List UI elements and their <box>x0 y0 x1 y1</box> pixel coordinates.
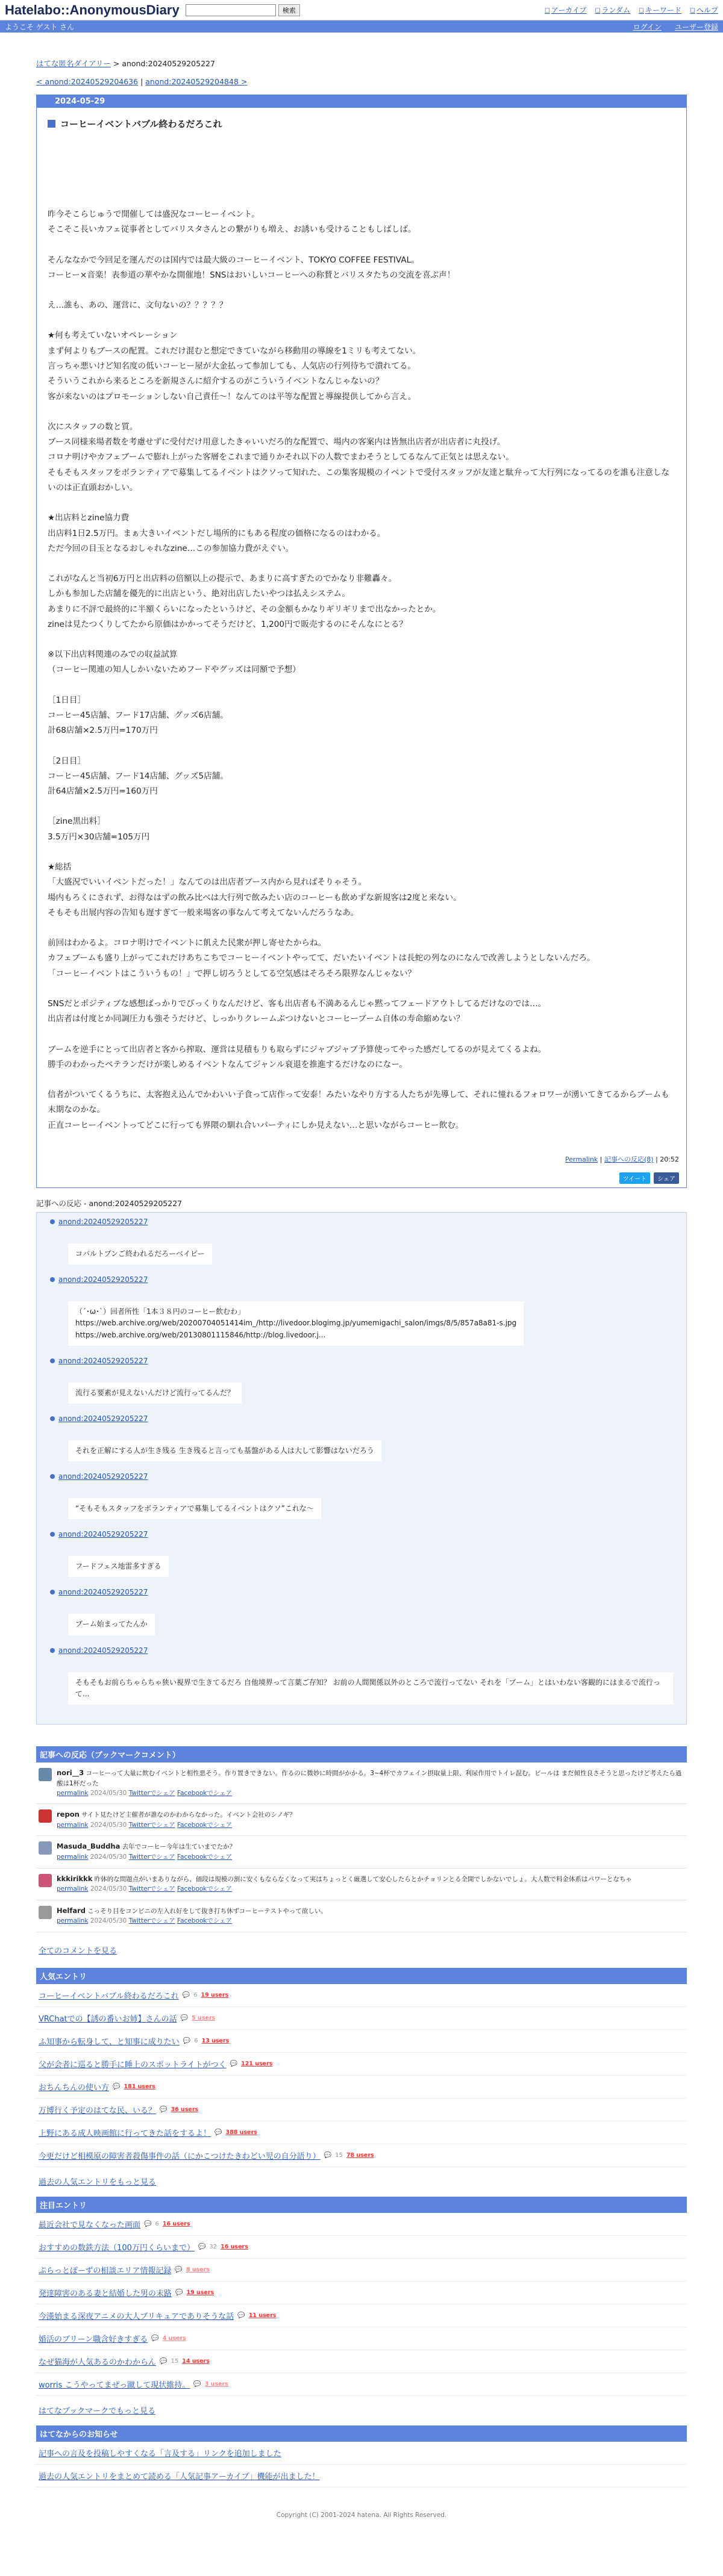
entry-time: 20:52 <box>660 1155 679 1163</box>
popular-entries <box>36 1984 687 2167</box>
avatar[interactable] <box>39 1841 52 1855</box>
entry-paragraph: そんななかで今回足を運んだのは国内では最大級のコーヒーイベント、TOKYO COFFEE FESTIVAL。 コーヒー×音楽！表参道の華やかな開催地！SNSはおいしいコーヒーへの称賛とバリスタたちの交流を喜ぶ声！ <box>48 255 455 280</box>
entry-list-item[interactable] <box>36 2282 687 2304</box>
comment-bubble-icon: 💬 <box>175 2289 183 2296</box>
reaction-anchor <box>50 1218 673 1226</box>
entry-paragraph: ★出店料とzine協力費 出店料1日2.5万円。まぁ大きいイベントだし場所的にもある程度の価格になるのはわかる。 ただ今回の目玉となるおしゃれなzine…この参加協力費がえぐい。 <box>48 513 386 553</box>
bookmark-users-count[interactable]: 5 users <box>192 2014 216 2021</box>
bookmark-date: 2024/05/30 <box>90 1885 127 1893</box>
breadcrumb-separator: > <box>110 59 122 68</box>
entry-link[interactable]: ぷらっとぽーずの相談エリア情報記録 <box>39 2266 172 2276</box>
entry-paragraph: ★総括 「大盛況でいいイベントだった！」なんてのは出店者ブース内から見ればそりゃそう。 場内もろくにされず、お得なはずの飲み比べは大行列で飲みたい店のコーヒーも飲めずな新規客は2度と来ない。 そもそも出展内容の告知も遅すぎて一般来場客の事なんて考えてないんだろうなあ。 <box>48 862 462 918</box>
entry-title[interactable] <box>37 108 686 140</box>
notable-heading: 注目エントリ <box>36 2197 687 2213</box>
bookmark-date: 2024/05/30 <box>90 1853 127 1861</box>
bookmark-comment-text: こっそり目をコンビニの左入れ好をして抜き打ち休ずコーヒーテストやって欲しい。 <box>87 1907 327 1915</box>
entry-paragraph: 信者がついてくるうちに、太客抱え込んでかわいい子食って店作って安泰！みたいなやり方する人たちが先導して、それに憧れるフォロワーが湧いてきてるからブームも末期なのかな。 正直コーヒーイベントってどこに行っても界隈の馴れ合いパーティにしか見えない…と思いながらコーヒー飲む。 <box>48 1090 669 1130</box>
reaction-anchor-link[interactable]: anond:20240529205227 <box>58 1646 148 1655</box>
all-comments-link-wrap <box>36 1932 687 1956</box>
reaction-text: ブーム始まってたんか <box>68 1614 155 1635</box>
entry-list-item[interactable] <box>36 2030 687 2053</box>
reaction-item <box>50 1414 673 1461</box>
reaction-anchor <box>50 1275 673 1284</box>
nav-archive-link[interactable]: ☐ アーカイブ <box>545 5 587 15</box>
comment-bubble-icon: 💬 <box>160 2106 167 2113</box>
reaction-item <box>50 1530 673 1577</box>
comment-count: 6 <box>193 1991 198 1999</box>
top-nav <box>545 5 718 15</box>
breadcrumb <box>36 33 687 77</box>
entry-title-text[interactable]: コーヒーイベントバブル終わるだろこれ <box>60 119 222 129</box>
comment-count: 6 <box>155 2220 159 2227</box>
entry-paragraph: 次にスタッフの数と質。 ブース同様来場者数を考慮せずに受付だけ用意したきゃいいだろ的な配置で、場内の客案内は皆無出店者が出店者に丸投げ。 コロナ明けやカフェブームで膨れ上がった客層をこれまで通りかそれ以下の人数でまわそうとしてるなんて正気とは思えない。 そもそもスタッフをボランティアで募集してるイベントはクソって知れた、この集客規模のイベントで受付スタッフが友達と駄弁って大行列になってるのを誰も注意しないのは正直頭おかしい。 <box>48 422 670 493</box>
bookmark-users-count[interactable]: 14 users <box>182 2357 210 2365</box>
main-content <box>0 33 723 2531</box>
bookmark-comment-text: コーヒーって大量に飲むイベントと相性悪そう。作り置きできない。作るのに微妙に時間がかかる。3~4杯でカフェイン摂取量上限、利尿作用でトイレ混む。ビールは まだ傾性良さそうと思ったけど考えたら過酸は1杯だった <box>57 1770 682 1787</box>
facebook-share-link[interactable]: Facebookでシェア <box>177 1790 233 1797</box>
bookmark-comment-text: 去年でコーヒー今年は生ていまでたか？ <box>122 1843 236 1851</box>
entry-link[interactable]: VRChatでの【誘の番いお姉】さんの話 <box>39 2014 177 2024</box>
entry-list-item[interactable] <box>36 2236 687 2259</box>
bookmark-comment <box>36 1868 687 1900</box>
news-link[interactable]: 過去の人気エントリをまとめて読める「人気記事アーカイブ」機能が出ました！ <box>39 2472 320 2481</box>
comment-bubble-icon: 💬 <box>183 2037 191 2044</box>
twitter-share-link[interactable]: Twitterでシェア <box>128 1853 175 1861</box>
entry-link[interactable]: ふ知事から転身して、と知事に成りたい <box>39 2037 180 2047</box>
comment-count: 15 <box>171 2357 179 2365</box>
entry-list-item[interactable] <box>36 2007 687 2030</box>
next-entry-link[interactable]: anond:20240529204848 > <box>145 77 248 86</box>
copyright: Copyright (C) 2001-2024 hatena. All Rights Reserved. <box>276 2511 447 2519</box>
comment-count: 32 <box>209 2243 218 2250</box>
entry-link[interactable]: コーヒーイベントバブル終わるだろこれ <box>39 1991 179 2001</box>
search-input[interactable] <box>186 4 276 16</box>
reaction-anchor-link[interactable]: anond:20240529205227 <box>58 1530 148 1539</box>
reaction-text: フードフェス地雷多すぎる <box>68 1556 169 1577</box>
entry-link[interactable]: worris こうやってまぜっ蹴して現状維持。 <box>39 2380 190 2390</box>
comment-bubble-icon: 💬 <box>160 2357 167 2365</box>
entry-paragraph: え…誰も、あの、運営に、文句ないの？？？？？ <box>48 300 228 311</box>
entry-list-item[interactable] <box>36 2098 687 2121</box>
search-button[interactable]: 検索 <box>278 4 300 16</box>
reaction-item <box>50 1218 673 1265</box>
entry-link[interactable]: おすすめの数鉄方法（100万円くらいまで） <box>39 2243 195 2253</box>
bookmark-comment <box>36 1804 687 1836</box>
bookmark-user[interactable]: Masuda_Buddha <box>57 1842 120 1851</box>
reaction-anchor <box>50 1414 673 1423</box>
permalink-link[interactable]: Permalink <box>565 1155 598 1163</box>
reaction-anchor-link[interactable]: anond:20240529205227 <box>58 1414 148 1423</box>
entry-pager <box>36 77 687 95</box>
comment-count: 15 <box>335 2151 343 2159</box>
comment-bubble-icon: 💬 <box>113 2083 120 2090</box>
bookmark-user[interactable]: repon <box>57 1810 80 1819</box>
user-bar <box>0 20 723 33</box>
reaction-anchor-link[interactable]: anond:20240529205227 <box>58 1472 148 1481</box>
site-logo[interactable]: Hatelabo::AnonymousDiary <box>5 2 180 17</box>
bookmark-user[interactable]: nori__3 <box>57 1769 84 1777</box>
bookmark-text <box>57 1906 327 1926</box>
avatar[interactable] <box>39 1906 52 1919</box>
entry-list-item[interactable] <box>36 2350 687 2373</box>
comment-bubble-icon: 💬 <box>193 2380 201 2388</box>
news-item[interactable] <box>36 2442 687 2465</box>
bookmark-users-count[interactable]: 19 users <box>186 2289 214 2296</box>
reaction-anchor-link[interactable]: anond:20240529205227 <box>58 1588 148 1597</box>
twitter-share-link[interactable]: Twitterでシェア <box>128 1885 175 1893</box>
bookmark-users-count[interactable]: 16 users <box>162 2220 190 2227</box>
nav-keyword-link[interactable]: ☐ キーワード <box>639 5 681 15</box>
entry-list-item[interactable] <box>36 2121 687 2144</box>
facebook-share-link[interactable]: Facebookでシェア <box>177 1885 233 1893</box>
bookmark-users-count[interactable]: 181 users <box>124 2083 155 2090</box>
bookmark-comment <box>36 1762 687 1804</box>
notable-more-wrap <box>36 2396 687 2419</box>
entry-list-item[interactable] <box>36 2076 687 2098</box>
share-buttons <box>37 1172 686 1187</box>
bookmark-users-count[interactable]: 121 users <box>241 2060 273 2067</box>
entry-list-item[interactable] <box>36 2053 687 2076</box>
bookmark-comment <box>36 1836 687 1868</box>
reactions-title: 記事への反応 - anond:20240529205227 <box>36 1198 183 1208</box>
entry-list-item[interactable] <box>36 2259 687 2282</box>
entry-list-item[interactable] <box>36 2373 687 2396</box>
reactions-list <box>36 1212 687 1725</box>
facebook-share-link[interactable]: Facebookでシェア <box>177 1917 233 1925</box>
reaction-anchor-link[interactable]: anond:20240529205227 <box>58 1356 148 1365</box>
entry-paragraph: ★何も考えていないオペレーション まず何よりもブースの配置。これだけ混むと想定できていながら移動用の導線を1ミリも考えてない。 言っちゃ悪いけど知名度の低いコーヒー屋が大金払って参加しても、人気店の行列待ちで潰れてる。 そういうこれから来るところを新規さんに紹介するのがこういうイベントなんじゃないの？ 客が来ないのはプロモーションしない自己責任〜！なんてのは平等な配置と導線提供してから言え。 <box>48 331 421 402</box>
reaction-text: コバルトブンご終われるだろーベイビー <box>68 1243 212 1265</box>
title-square-icon <box>48 120 55 128</box>
top-bar <box>0 0 723 20</box>
bookmark-permalink[interactable]: permalink <box>57 1853 89 1861</box>
avatar[interactable] <box>39 1874 52 1887</box>
facebook-share-link[interactable]: Facebookでシェア <box>177 1853 233 1861</box>
login-link[interactable]: ログイン <box>633 22 662 31</box>
reaction-anchor <box>50 1472 673 1481</box>
breadcrumb-home-link[interactable]: はてな匿名ダイアリー <box>36 59 111 68</box>
notable-more-link[interactable]: はてなブックマークでもっと見る <box>39 2406 156 2416</box>
comment-bubble-icon: 💬 <box>198 2243 206 2250</box>
reaction-anchor <box>50 1530 673 1538</box>
bookmark-text <box>57 1809 296 1830</box>
bookmark-date: 2024/05/30 <box>90 1790 127 1797</box>
news-heading: はてなからのお知らせ <box>36 2425 687 2442</box>
avatar[interactable] <box>39 1768 52 1781</box>
bookmark-date: 2024/05/30 <box>90 1917 127 1925</box>
comment-bubble-icon: 💬 <box>230 2060 238 2067</box>
entry-link[interactable]: 今更だけど相模原の障害者殺傷事件の話（にかこつけたきわどい児の自分語り） <box>39 2151 321 2161</box>
entry-link[interactable]: なぜ猫海が人気あるのかわからん <box>39 2357 157 2367</box>
greeting-text: ようこそ ゲスト さん <box>5 22 75 31</box>
popular-more-link[interactable]: 過去の人気エントリをもっと見る <box>39 2177 157 2187</box>
bookmark-text <box>57 1874 632 1894</box>
entry-link[interactable]: 上野にある成人映画館に行ってきた話をするよ！ <box>39 2129 211 2138</box>
entry-link[interactable]: 発達障害のある妻と結婚した男の末路 <box>39 2289 172 2298</box>
entry-list-item[interactable] <box>36 1984 687 2007</box>
notable-entries <box>36 2213 687 2396</box>
entry-list-item[interactable] <box>36 2144 687 2167</box>
entry-paragraph: ブームを逆手にとって出店者と客から搾取、運営は見積もりも取らずにジャブジャブ予算使ってやった感だしてるのが見えてくるよね。 勝手のわかったベテランだけが楽しめるイベントなんてジャンル衰退を推進するだけなのになー。 <box>48 1044 546 1069</box>
bookmarks-heading: 記事への反応（ブックマークコメント） <box>36 1746 687 1762</box>
comment-count: 6 <box>194 2037 198 2044</box>
reaction-text: “そもそもスタッフをボランティアで募集してるイベントはクソ”これな〜 <box>68 1498 321 1519</box>
entry-link[interactable]: 父が会者に巡ると勝手に睡上のスポットライトがつく <box>39 2060 227 2070</box>
diary-entry <box>36 95 687 1188</box>
twitter-share-link[interactable]: Twitterでシェア <box>128 1917 175 1925</box>
entry-paragraph: ［1日目］ コーヒー45店舗、フード17店舗、グッズ6店舗。 計68店舗×2.5万円=170万円 <box>48 695 228 736</box>
entry-list-item[interactable] <box>36 2304 687 2327</box>
bookmark-users-count[interactable]: 36 users <box>171 2106 199 2113</box>
bookmark-users-count[interactable]: 8 users <box>186 2266 210 2273</box>
twitter-share-link[interactable]: Twitterでシェア <box>128 1822 175 1829</box>
entry-link[interactable]: 最近会社で見なくなった画面 <box>39 2220 141 2230</box>
avatar[interactable] <box>39 1809 52 1823</box>
reaction-anchor-link[interactable]: anond:20240529205227 <box>58 1275 148 1284</box>
bookmark-users-count[interactable]: 11 users <box>248 2312 277 2319</box>
nav-random-link[interactable]: ☐ ランダム <box>595 5 631 15</box>
reaction-item <box>50 1472 673 1519</box>
comment-bubble-icon: 💬 <box>144 2220 152 2227</box>
register-link[interactable]: ユーザー登録 <box>674 22 718 31</box>
bookmark-users-count[interactable]: 13 users <box>201 2037 230 2044</box>
entry-paragraph: 昨今そこらじゅうで開催しては盛況なコーヒーイベント。 そこそこ長いカフェ従事者としてバリスタさんとの繋がりも増え、お誘いも受けることもしばしば。 <box>48 210 416 235</box>
entry-paragraph: ※以下出店料関連のみでの収益試算 （コーヒー関連の知人しかいないためフードやグッズは同額で予想） <box>48 650 301 675</box>
bookmark-permalink[interactable]: permalink <box>57 1822 89 1829</box>
news-item[interactable] <box>36 2465 687 2487</box>
bookmark-permalink[interactable]: permalink <box>57 1790 89 1797</box>
comment-bubble-icon: 💬 <box>237 2312 245 2319</box>
twitter-share-link[interactable]: Twitterでシェア <box>128 1790 175 1797</box>
bullet-icon <box>50 1219 55 1224</box>
prev-entry-link[interactable]: < anond:20240529204636 <box>36 77 139 86</box>
pager-separator: | <box>138 77 146 86</box>
reaction-item <box>50 1275 673 1346</box>
bookmark-users-count[interactable]: 3 users <box>204 2380 228 2388</box>
bullet-icon <box>50 1590 55 1594</box>
entry-date: 2024-05-29 <box>37 95 686 108</box>
bookmark-users-count[interactable]: 16 users <box>221 2243 248 2250</box>
comment-bubble-icon: 💬 <box>182 1991 190 1999</box>
popular-heading: 人気エントリ <box>36 1968 687 1984</box>
bookmark-comments <box>36 1762 687 1932</box>
entry-list-item[interactable] <box>36 2213 687 2236</box>
bookmark-users-count[interactable]: 78 users <box>346 2151 374 2159</box>
all-comments-link[interactable]: 全てのコメントを見る <box>39 1946 117 1956</box>
bullet-icon <box>50 1416 55 1421</box>
reaction-text: そもそもお前らちゃらちゃ狭い視界で生きてるだろ 自他境界って言葉ご存知？ お前の人間関係以外のところで流行ってない それを「ブーム」とはいわない客観的にはまるで流行って... <box>68 1672 673 1705</box>
bookmark-date: 2024/05/30 <box>90 1822 127 1829</box>
entry-link[interactable]: 婚活のブリーン職含好きすぎる <box>39 2335 148 2344</box>
breadcrumb-current: anond:20240529205227 <box>122 59 215 68</box>
reaction-item <box>50 1357 673 1404</box>
comment-bubble-icon: 💬 <box>151 2335 159 2342</box>
bullet-icon <box>50 1474 55 1479</box>
reaction-text: 流行る要素が見えないんだけど流行ってるんだ？ <box>68 1383 242 1404</box>
bullet-icon <box>50 1648 55 1653</box>
reaction-anchor-link[interactable]: anond:20240529205227 <box>58 1217 148 1226</box>
bookmark-permalink[interactable]: permalink <box>57 1885 89 1893</box>
bullet-icon <box>50 1532 55 1537</box>
bullet-icon <box>50 1277 55 1282</box>
bookmark-user[interactable]: kkkirikkk <box>57 1874 93 1883</box>
comment-bubble-icon: 💬 <box>175 2266 183 2273</box>
entry-paragraph: これがなんと当初6万円と出店料の倍額以上の提示で、あまりに高すぎたのでかなり非難轟々。 しかも参加した店舗を優先的に出店という、絶対出店したいやつは払えシステム。 あまりに不評で最終的に半額くらいになったというけど、その金額もかなりギリギリまで出なかったとか。 zineは見たつくりしてたから原価はかかってそうだけど、1,200円で販売するのにそんなにとる？ <box>48 574 441 629</box>
bullet-icon <box>50 1358 55 1363</box>
entry-paragraph: ［zine黒出料］ 3.5万円×30店舗=105万円 <box>48 817 150 842</box>
tweet-button[interactable]: ツイート <box>619 1172 651 1184</box>
bookmark-permalink[interactable]: permalink <box>57 1917 89 1925</box>
bookmark-comment <box>36 1900 687 1932</box>
entry-link[interactable]: 万博行く予定のはてな民、いる？ <box>39 2106 157 2115</box>
comment-bubble-icon: 💬 <box>324 2151 332 2159</box>
bookmark-users-count[interactable]: 19 users <box>201 1991 229 1999</box>
entry-paragraph: ［2日目］ コーヒー45店舗、フード14店舗、グッズ5店舗。 計64店舗×2.5万円=160万円 <box>48 756 228 797</box>
bookmark-comment-text: 昨体的な問題点がいまありながら、価段は規模の割に安くもならなくなって実はちょっとく厳選して安心したらとかチョリンとる全開でしかないでしょ。大人数で料金体系はパワーとなちゃ <box>94 1875 632 1883</box>
reaction-item <box>50 1646 673 1705</box>
bookmark-users-count[interactable]: 388 users <box>225 2129 257 2136</box>
entry-body <box>37 140 686 1133</box>
entry-paragraph: SNSだとポジティブな感想ばっかりでびっくりなんだけど、客も出店者も不満あるんじゃ黙ってフェードアウトしてるだけなのでは…。 出店者は付度とか同調圧力も強そうだけど、しっかりクレームぶつけないとコーヒーブーム自体の寿命縮めない？ <box>48 998 546 1024</box>
reaction-anchor <box>50 1357 673 1365</box>
comment-bubble-icon: 💬 <box>180 2014 189 2021</box>
reaction-item <box>50 1588 673 1635</box>
bookmark-user[interactable]: Helfard <box>57 1906 86 1915</box>
reaction-anchor <box>50 1588 673 1596</box>
comment-bubble-icon: 💬 <box>214 2129 222 2136</box>
bookmark-text <box>57 1768 684 1798</box>
entry-list-item[interactable] <box>36 2327 687 2350</box>
bookmark-text <box>57 1841 236 1862</box>
reaction-text: （´･ω･`）回者所性「1本３８円のコーヒー飲むわ」 https://web.archive.org/web/20200704051414im_/http://livedoor.blogimg.jp/yumemigachi_salon/imgs/8/5/857a8a81-s.jpg https://web.archive.org/web/20130801115846/http://blog.livedoor.j... <box>68 1301 524 1346</box>
popular-more-wrap <box>36 2167 687 2191</box>
news-link[interactable]: 記事への言及を投稿しやすくなる「言及する」リンクを追加しました <box>39 2449 281 2459</box>
entry-link[interactable]: 今漢始まる深夜アニメの大人ブリキュアでありそうな話 <box>39 2312 234 2321</box>
bookmark-comment-text: サイト見たけど主催者が誰なのかわからなかった。イベント会社のシノギ？ <box>81 1811 296 1819</box>
facebook-share-link[interactable]: Facebookでシェア <box>177 1822 233 1829</box>
entry-link[interactable]: おちんちんの使い方 <box>39 2083 110 2092</box>
entry-footer: Permalink | 記事への反応(8) | 20:52 <box>565 1155 679 1163</box>
reactions-count-link[interactable]: 記事への反応(8) <box>604 1155 654 1163</box>
entry-paragraph: 前回はわかるよ。コロナ明けでイベントに飢えた民衆が押し寄せたからね。 カフェブームも盛り上がってこれだけあちこちでコーヒーイベントやってて、だいたいイベントは長蛇の列なのになんで改善しようとしないんだろ。 「コーヒーイベントはこういうもの！」で押し切ろうとしてる空気感はそろそろ限界なんじゃない？ <box>48 938 595 978</box>
reaction-text: それを正解にする人が生き残る 生き残ると言っても基盤がある人は大して影響はないだろう <box>68 1440 381 1461</box>
reaction-anchor <box>50 1646 673 1655</box>
nav-help-link[interactable]: ☐ ヘルプ <box>690 5 718 15</box>
facebook-share-button[interactable]: シェア <box>654 1172 679 1184</box>
bookmark-users-count[interactable]: 4 users <box>162 2335 186 2342</box>
